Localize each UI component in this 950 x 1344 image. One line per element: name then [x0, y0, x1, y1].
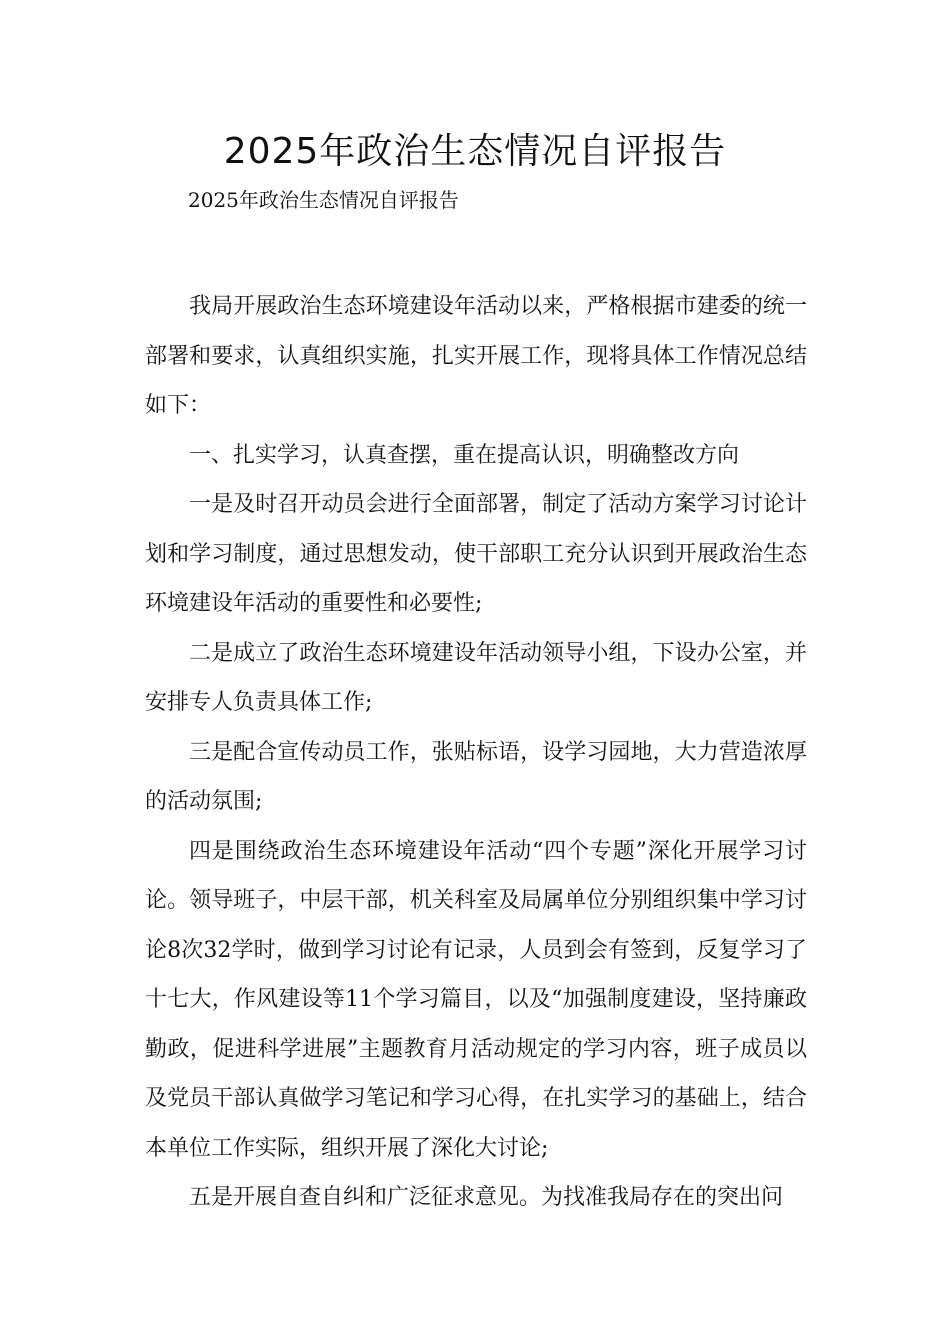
section-heading-1: 一、扎实学习，认真查摆，重在提高认识，明确整改方向 — [189, 442, 740, 468]
document-body — [145, 282, 807, 1223]
paragraph-item-4: 四是围绕政治生态环境建设年活动“四个专题”深化开展学习讨论。领导班子，中层干部，机关科室及局属单位分别组织集中学习讨论8次32学时，做到学习讨论有记录，人员到会有签到，反复学习了十七大，作风建设等11个学习篇目，以及“加强制度建设，坚持廉政勤政，促进科学进展”主题教育月活动规定的学习内容，班子成员以及党员干部认真做学习笔记和学习心得，在扎实学习的基础上，结合本单位工作实际，组织开展了深化大讨论; — [145, 838, 807, 1161]
paragraph-item-2: 二是成立了政治生态环境建设年活动领导小组，下设办公室，并安排专人负责具体工作; — [145, 640, 807, 715]
paragraph-item-5: 五是开展自查自纠和广泛征求意见。为找准我局存在的突出问 — [189, 1185, 784, 1210]
document-title: 2025年政治生态情况自评报告 — [223, 131, 727, 172]
paragraph-item-1: 一是及时召开动员会进行全面部署，制定了活动方案学习讨论计划和学习制度，通过思想发动，使干部职工充分认识到开展政治生态环境建设年活动的重要性和必要性; — [145, 492, 807, 616]
document-subtitle: 2025年政治生态情况自评报告 — [188, 188, 459, 212]
paragraph-intro: 我局开展政治生态环境建设年活动以来，严格根据市建委的统一部署和要求，认真组织实施，扎实开展工作，现将具体工作情况总结如下： — [145, 294, 807, 418]
paragraph-item-3: 三是配合宣传动员工作，张贴标语，设学习园地，大力营造浓厚的活动氛围; — [145, 739, 807, 814]
